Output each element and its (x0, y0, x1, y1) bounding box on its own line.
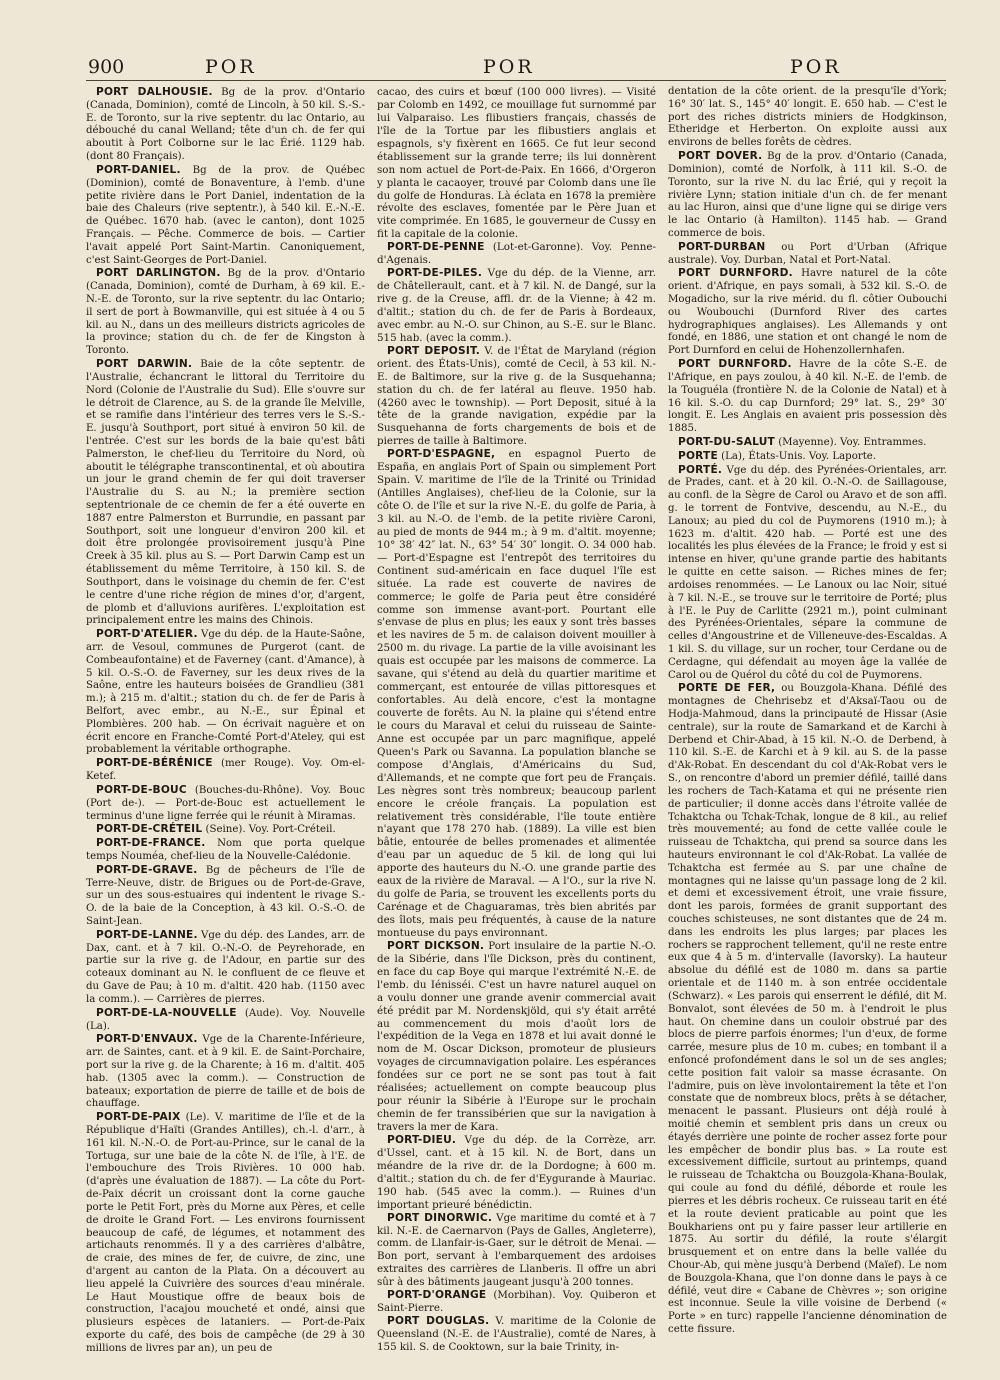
dictionary-entry (668, 464, 947, 683)
entry-headword: PORT-DE-LANNE. (96, 928, 198, 941)
entry-headword: PORT-DE-FRANCE. (96, 837, 206, 850)
dictionary-entry (668, 241, 947, 268)
dictionary-entry (668, 267, 947, 358)
entry-headword: PORT-DE-LA-NOUVELLE (96, 1006, 237, 1019)
dictionary-entry (86, 1007, 365, 1034)
entry-headword: PORT-DIEU. (387, 1133, 457, 1146)
dictionary-entry (377, 267, 656, 345)
dictionary-entry (377, 940, 656, 1134)
dictionary-entry (377, 448, 656, 940)
dictionary-entry (86, 86, 365, 164)
entry-headword: PORT-DE-PILES. (387, 267, 483, 280)
entry-headword: PORT-DE-BOUC (96, 783, 187, 796)
dictionary-entry (86, 1033, 365, 1111)
running-head-left: POR (205, 56, 257, 78)
entry-text: (Le). V. maritime de l'île et de la République d'Haïti (Grandes Antilles), ch.-l. d'arr., à 161 kil. N.-N.-O. de Port-au-Prince, sur le canal de la Tortuga, sur une baie de la côte N. de l'île, à l'E. de l'embouchure des Trois Rivières. 10 000 hab. (d'après une évaluation de 1887). — La côte du Port-de-Paix décrit un croissant dont la corne gauche porte le Petit Fort, près du Morne aux Pères, et celle de droite le Grand Fort. — Les environs fournissent beaucoup de café, de légumes, et notamment des artichauts renommés. Il y a des carrières d'albâtre, de craie, des mines de fer, de cuivre, de zinc, une d'argent au canton de la Plata. On a découvert au lieu appelé la Cuivrière des sources d'eau minérale. Le Haut Moustique offre de beaux bois de construction, l'acajou moucheté et ondé, ainsi que plusieurs espèces de lataniers. — Port-de-Paix exporte du café, des bois de campêche (de 29 à 30 millions de livres par an), un peu de (86, 1112, 365, 1354)
dictionary-entry (377, 1315, 656, 1354)
entry-text: Baie de la côte septentr. de l'Australie, échancrant le littoral du Territoire du Nord (Colonie de l'Australie du Sud). Elle s'ouvre sur le détroit de Clarence, au S. de la grande île Melville, et se ramifie dans l'intérieur des terres vers le S.-S.-E. jusqu'à Southport, port situé à environ 50 kil. de l'entrée. C'est sur les bords de la baie qu'est bâti Palmerston, le chef-lieu du Territoire du Nord, où aboutit le télégraphe transcontinental, et où aboutira un jour le grand chemin de fer qui doit traverser l'Australie du S. au N.; la première section septentrionale de ce chemin de fer a été ouverte en 1887 entre Palmerston et Burrundie, en passant par Southport, soit une longueur d'environ 200 kil. et doit être prolongée provisoirement jusqu'à Pine Creek à 35 kil. plus au S. — Port Darwin Camp est un établissement du même Territoire, à 150 kil. S. de Southport, dans le voisinage du chemin de fer. C'est le centre d'une riche région de mines d'or, d'argent, de plomb et d'alluvions aurifères. L'exploitation est principalement entre les mains des Chinois. (86, 359, 365, 627)
dictionary-entry (377, 1134, 656, 1212)
entry-text: Vge du dép. des Pyrénées-Orientales, arr. de Prades, cant. et à 20 kil. O.-N.-O. de Saillagouse, au confl. de la Sègre de Carol ou Aravo et de son affl. g. le torrent de Fontvive, descendu, au N.-E., du Lanoux; au pied du col de Puymorens (1910 m.); à 1623 m. d'altit. 420 hab. — Porté est une des localités les plus élevées de la France; le froid y est si intense en hiver, qu'une grande partie des habitants le quitte en cette saison. — Riches mines de fer; ardoises renommées. — Le Lanoux ou lac Noir, situé à 7 kil. N.-E., se trouve sur le territoire de Porté; plus à l'E. le Puy de Carlitte (2921 m.), point culminant des Pyrénées-Orientales, sépare la commune de celles d'Angoustrine et de Villeneuve-des-Escaldas. A 1 kil. S. du village, sur un rocher, tour Cerdane ou de Cerdagne, qui défendait au moyen âge la vallée de Carol ou de Quérol du côté du col de Puymorens. (668, 464, 947, 681)
dictionary-entry (668, 358, 947, 436)
entry-text: Bg de la prov. d'Ontario (Canada, Dominion), comté de Durham, à 69 kil. E.-N.-E. de Toronto, sur la rive septentr. du lac Ontario; il sert de port à Bowmanville, qui est située à 4 ou 5 kil. au N., dans un des meilleurs districts agricoles de la province; station du ch. de fer de Kingston à Toronto. (86, 268, 365, 357)
entry-headword: PORT DURNFORD. (678, 267, 793, 280)
entry-headword: PORT-DU-SALUT (678, 435, 775, 448)
dictionary-entry (668, 450, 947, 464)
entry-text: ou Port d'Urban (Afrique australe). Voy. Durban, Natal et Port-Natal. (668, 241, 947, 266)
entry-text: Port insulaire de la partie N.-O. de la Sibérie, dans l'île Dickson, près du continent, en face du cap Boye qui marque l'extrémité N.-E. de l'emb. du Iénisséi. C'est un havre naturel auquel on a voulu donner une grande avenir commercial avait été prédit par M. Nordenskjöld, qui s'y était arrêté au commencement du mois d'août lors de l'expédition de la Vega en 1878 et lui avait donné le nom de M. Oscar Dickson, promoteur de plusieurs voyages de circumnavigation polaire. Les espérances fondées sur ce port ne se sont pas tout à fait réalisées; actuellement on compte beaucoup plus pour réunir la Sibérie à l'Europe sur le prochain chemin de fer transsibérien que sur la navigation à travers la mer de Kara. (377, 939, 656, 1133)
entry-text: (Seine). Voy. Port-Créteil. (202, 824, 336, 836)
entry-text: dentation de la côte orient. de la presqu'île d'York; 16° 30′ lat. S., 145° 40′ longit. E. 650 hab. — C'est le port des riches districts miniers de Hodgkinson, Etheridge et Herberton. On exploite aussi aux environs de belles forêts de cèdres. (668, 86, 947, 149)
dictionary-entry (668, 682, 947, 1336)
entry-headword: PORT-DE-PENNE (387, 241, 485, 254)
entry-text: Bg de la prov. d'Ontario (Canada, Dominion), comté de Lincoln, à 50 kil. S.-S.-E. de Toronto, sur la rive septentr. du lac Ontario, au débouché du canal Welland; tête d'un ch. de fer qui aboutit à Port Colborne sur le lac Érié. 1129 hab. (dont 80 Français). (86, 87, 365, 163)
entry-headword: PORT DEPOSIT. (387, 344, 481, 357)
dictionary-entry (86, 164, 365, 268)
entry-headword: PORT-D'ENVAUX. (96, 1033, 198, 1046)
entry-headword: PORT DALHOUSIE. (96, 86, 213, 98)
entry-headword: PORTÉ. (678, 463, 723, 476)
entry-headword: PORT-DE-GRAVE. (96, 863, 198, 876)
page-number: 900 (88, 56, 125, 78)
entry-text: Havre naturel de la côte orient. d'Afrique, en pays somali, à 532 kil. S.-O. de Mogadicho, sur la rive mérid. du fl. côtier Oubouchi ou Woubouchi (Durnford River des cartes hydrographiques anglaises). Les Allemands y ont fondé, en 1886, une station et ont changé le nom de Port Durnford en celui de Hohenzollernhafen. (668, 268, 947, 357)
entry-text: Vge maritime du comté et à 7 kil. N.-E. de Caernarvon (Pays de Galles, Angleterre), comm. de Llanfair-is-Gaer, sur le détroit de Menai. — Bon port, servant à l'embarquement des ardoises extraites des carrières de Llanberis. Il offre un abri sûr à des bâtiments jaugeant jusqu'à 200 tonnes. (377, 1211, 656, 1289)
dictionary-entry (86, 864, 365, 929)
dictionary-entry (86, 757, 365, 784)
entry-text: (Bouches-du-Rhône). Voy. Bouc (Port de-). — Port-de-Bouc est actuellement le terminus d'une ligne ferrée qui le réunit à Miramas. (86, 784, 365, 822)
entry-text: Nom que porta quelque temps Nouméa, chef-lieu de la Nouvelle-Calédonie. (86, 838, 365, 862)
dictionary-entry (377, 241, 656, 267)
entry-headword: PORT DOVER. (678, 150, 763, 163)
entry-text: en espagnol Puerto de España, en anglais Port of Spain ou simplement Port Spain. V. maritime de l'île de la Trinité ou Trinidad (Antilles Anglaises), chef-lieu de la Colonie, sur la côte O. de l'île et sur la rive N.-E. du golfe de Paria, à 3 kil. au N.-O. de l'emb. de la petite rivière Caroni, au pied de monts de 944 m.; à 9 m. d'altit. moyenne; 10° 38′ 42″ lat. N., 63° 54′ 30″ longit. O. 34 000 hab. — Port-d'Espagne est l'entrepôt des territoires du Continent sud-américain en face duquel l'île est située. La rade est couverte de navires de commerce; le golfe de Paria peut être considéré comme son immense avant-port. Pourtant elle s'envase de plus en plus; les eaux y sont très basses et les navires de 5 m. de calaison doivent mouiller à 2500 m. du rivage. La partie de la ville avoisinant les quais est occupée par les maisons de commerce. La savane, qui s'étend au delà du quartier maritime et commerçant, est entourée de villas pittoresques et confortables. Au delà encore, c'est la montagne couverte de forêts. Au N. la plaine qui s'étend entre le cours du Maraval et celui du ruisseau de Sainte-Anne est occupée par un parc magnifique, appelé Queen's Park ou Savanna. La population blanche se compose d'Anglais, d'Américains du Sud, d'Allemands, et ne compte que fort peu de Français. Les nègres sont très nombreux; beaucoup parlent encore le créole français. La population est relativement très considérable, l'île toute entière n'ayant que 178 270 hab. (1889). La ville est bien bâtie, entourée de belles promenades et alimentée d'eau par un aqueduc de 5 kil. de long qui lui apporte des hauteurs du N.-O. une grande partie des eaux de la rivière de Maraval. — A l'O., sur la rive N. du golfe de Paria, se trouvent les excellents ports du Carénage et de Chaguaramas, très bien abrités par des îlots, mais peu fréquentés, à cause de la nature montueuse du pays environnant. (377, 448, 656, 939)
entry-text: Vge de la Charente-Inférieure, arr. de Saintes, cant. et à 9 kil. E. de Saint-Porchaire, port sur la rive g. de la Charente; à 16 m. d'altit. 405 hab. (1305 avec la comm.). — Construction de bateaux; exportation de pierre de taille et de bois de chauffage. (86, 1034, 365, 1110)
column-3 (668, 86, 947, 1361)
header-rule (86, 80, 946, 81)
entry-headword: PORT-D'ESPAGNE, (387, 448, 496, 461)
entry-text: Vge du dép. de la Vienne, arr. de Châtellerault, cant. et à 7 kil. N. de Dangé, sur la rive g. de la Creuse, affl. dr. de la Vienne; à 42 m. d'altit.; station du ch. de fer de Paris à Bordeaux, avec embr. au N.-O. sur Chinon, au S.-E. sur le Blanc. 515 hab. (avec la comm.). (377, 267, 656, 344)
entry-text: Vge du dép. de la Haute-Saône, arr. de Vesoul, communes de Purgerot (cant. de Combeaufontaine) et de Faverney (cant. d'Amance), à 5 kil. O.-S.-O. de Faverney, sur les deux rives de la Saône, entre les hauteurs boisées de Grandlieu (381 m.); à 215 m. d'altit.; station du ch. de fer de Paris à Belfort, avec embr., au N.-E., sur Épinal et Plombières. 200 hab. — On écrivait naguère et on écrit encore en Franche-Comté Port-d'Ateley, qui est probablement la véritable orthographe. (86, 629, 365, 756)
dictionary-entry (377, 1212, 656, 1290)
page-header (0, 0, 1000, 80)
text-columns (86, 86, 948, 1361)
entry-text: V. de l'État de Maryland (région orient. des États-Unis), comté de Cecil, à 53 kil. N.-E. de Baltimore, sur la rive g. de la Susquehanna; station du ch. de fer latéral au fleuve. 1950 hab. (4260 avec le township). — Port Deposit, situé à la tête de la grande navigation, expédie par la Susquehanna de forts chargements de bois et de pierres de taille à Baltimore. (377, 344, 656, 448)
entry-text: Bg de pêcheurs de l'île de Terre-Neuve, distr. de Brigues ou de Port-de-Grave, sur un des sous-estuaires qui indentent le rivage S.-O. de la baie de la Conception, à 43 kil. O.-S.-O. de Saint-Jean. (86, 864, 365, 927)
dictionary-entry (86, 929, 365, 1007)
entry-headword: PORT-DE-PAIX (96, 1111, 181, 1124)
dictionary-entry (668, 436, 947, 450)
entry-headword: PORTE (678, 449, 718, 462)
entry-text: Vge du dép. de la Corrèze, arr. d'Ussel, cant. et à 15 kil. N. de Bort, dans un méandre de la rive dr. de la Dordogne; à 600 m. d'altit.; station du ch. de fer d'Eygurande à Mauriac. 190 hab. (545 avec la comm.). — Ruines d'un important prieuré bénédictin. (377, 1133, 656, 1211)
dictionary-entry (86, 358, 365, 628)
entry-text: (Morbihan). Voy. Quiberon et Saint-Pierre. (377, 1289, 656, 1315)
entry-text: (La), États-Unis. Voy. Laporte. (717, 450, 877, 462)
dictionary-entry (86, 267, 365, 358)
entry-headword: PORT DOUGLAS. (387, 1315, 490, 1328)
running-head-right: POR (790, 56, 842, 78)
running-head-center: POR (483, 56, 535, 78)
entry-headword: PORT-DE-CRÉTEIL (96, 823, 203, 836)
dictionary-entry (86, 784, 365, 823)
entry-text: Bg de la prov. de Québec (Dominion), comté de Bonaventure, à l'emb. d'une petite rivière dans le Port Daniel, indentation de la baie des Chaleurs (rive septentr.), à 540 kil. E.-N.-E. de Québec. 1670 hab. (avec le canton), dont 1025 Français. — Pêche. Commerce de bois. — Cartier l'avait appelé Port Saint-Martin. Canoniquement, c'est Saint-Georges de Port-Daniel. (86, 164, 365, 266)
entry-text: (Mayenne). Voy. Entrammes. (774, 436, 927, 448)
column-1 (86, 86, 365, 1361)
dictionary-entry (377, 86, 656, 241)
dictionary-entry (377, 1289, 656, 1315)
entry-text: Vge du dép. des Landes, arr. de Dax, cant. et à 7 kil. O.-N.-O. de Peyrehorade, en partie sur la rive g. de l'Adour, en partie sur des coteaux dominant au N. le confluent de ce fleuve et du Gave de Pau; à 10 m. d'altit. 420 hab. (1150 avec la comm.). — Carrières de pierres. (86, 929, 365, 1005)
entry-headword: PORT DARWIN. (96, 358, 193, 371)
entry-headword: PORT-DANIEL. (96, 163, 181, 176)
entry-text: (Lot-et-Garonne). Voy. Penne-d'Agenais. (377, 241, 656, 267)
entry-text: (mer Rouge). Voy. Om-el-Ketef. (86, 758, 365, 783)
entry-headword: PORT-D'ATELIER. (96, 628, 198, 641)
entry-headword: PORT-DURBAN (678, 240, 766, 253)
entry-headword: PORT DURNFORD. (678, 358, 792, 371)
dictionary-entry (668, 86, 947, 150)
entry-headword: PORT DARLINGTON. (96, 267, 221, 280)
entry-headword: PORTE DE FER, (678, 682, 776, 695)
entry-text: Bg de la prov. d'Ontario (Canada, Dominion), comté de Norfolk, à 111 kil. S.-O. de Toronto, sur la rive N. du lac Érié, qui y reçoit la rivière Lynn; station initiale d'un ch. de fer menant au lac Huron, ainsi que d'une ligne qui se dirige vers le lac Ontario (à Hamilton). 1145 hab. — Grand commerce de bois. (668, 151, 947, 239)
entry-text: V. maritime de la Colonie de Queensland (N.-E. de l'Australie), comté de Nares, à 155 kil. S. de Cooktown, sur la baie Trinity, in- (377, 1315, 656, 1353)
entry-text: ou Bouzgola-Khana. Défilé des montagnes de Chehrisebz et d'Aksaï-Taou ou de Hodja-Mahmoud, dans la principauté de Hissar (Asie centrale), sur la route de Samarkand et de Karchi à Derbend et Chir-Abad, à 15 kil. N.-O. de Derbend, à 110 kil. S.-E. de Karchi et à 9 kil. au S. de la passe d'Ak-Robat. En descendant du col d'Ak-Robat vers le S., on rencontre d'abord un premier défilé, taillé dans les rochers de Tach-Katama et qui ne présente rien de particulier; il donne accès dans l'étroite vallée de Tchaktcha ou Tchak-Tchak, longue de 8 kil., au relief très mouvementé; au fond de cette vallée coule le ruisseau de Tchaktcha, qui prend sa source dans les hauteurs environnant le col d'Ak-Robat. La vallée de Tchaktcha est fermée au S. par une chaîne de montagnes qui ne laisse qu'un passage long de 2 kil. et demi et excessivement étroit, une vraie fissure, dont les parois, formées de granit supportant des couches schisteuses, ne sont distantes que de 24 m. dans les endroits les plus larges; par places les rochers se rapprochent tellement, qu'il ne reste entre eux que 4 à 5 m. d'intervalle (Iavorsky). La hauteur absolue du défilé est de 1080 m. dans sa partie orientale et de 1140 m. à son entrée occidentale (Schwarz). « Les parois qui enserrent le défilé, dit M. Bonvalot, sont élevées de 50 m. à l'endroit le plus haut. On chemine dans un couloir obstrué par des blocs de pierre parfois énormes; l'un d'eux, de forme carrée, mesure plus de 10 m. cubes; en tombant il a enfoncé profondément dans le sol un de ses angles; cette position fait valoir sa masse écrasante. On l'admire, puis on lève involontairement la tête et l'on constate que de nombreux blocs, prêts à se détacher, menacent le passant. Plusieurs ont déjà roulé à moitié chemin et semblent pris dans un creux ou étayés derrière une pointe de rocher assez forte pour les empêcher de bondir plus bas. » La route est excessivement difficile, surtout au printemps, quand le ruisseau de Tchaktcha ou Bouzgola-Khana-Boulak, qui coule au fond du défilé, déborde et roule les pierres et les débris rocheux. Ce ruisseau tarit en été et la route devient praticable au point que les Boukhariens ont pu y faire passer leur artillerie en 1875. Au sortir du défilé, la route s'élargit brusquement et on entre dans la belle vallée du Chour-Ab, qui mène jusqu'à Derbend (Maïef). Le nom de Bouzgola-Khana, que l'on donne dans le pays à ce défilé, veut dire « Cabane de Chèvres »; son origine est inconnue. Seule la ville voisine de Derbend (« Porte » en turc) rappelle l'ancienne dénomination de cette fissure. (668, 683, 947, 1335)
dictionary-entry (86, 628, 365, 757)
entry-headword: PORT DINORWIC. (387, 1211, 493, 1224)
entry-headword: PORT-DE-BÉRÉNICE (96, 757, 213, 770)
entry-text: (Aude). Voy. Nouvelle (La). (86, 1007, 365, 1032)
entry-text: Havre de la côte S.-E. de l'Afrique, en pays zoulou, à 40 kil. N.-E. de l'emb. de la Touguéla (frontière N. de la Colonie de Natal) et à 16 kil. S.-O. du cap Durnford; 29° lat. S., 29° 30′ longit. E. Les Anglais en avaient pris possession dès 1885. (668, 359, 947, 435)
dictionary-entry (86, 823, 365, 837)
column-2 (377, 86, 656, 1361)
dictionary-entry (668, 150, 947, 241)
dictionary-entry (86, 837, 365, 864)
entry-text: cacao, des cuirs et bœuf (100 000 livres). — Visité par Colomb en 1492, ce mouillage fut surnommé par lui Valparaiso. Les flibustiers français, chassés de l'île de la Tortue par les flibustiers anglais et espagnols, s'y fixèrent en 1665. Ce fut leur second établissement sur la grande terre; ils lui donnèrent son nom actuel de Port-de-Paix. En 1666, d'Orgeron y planta le cacaoyer, trouvé par Colomb dans une île du golfe de Honduras. Là éclata en 1678 la première révolte des esclaves, fomentée par le Père Juan et vite comprimée. En 1685, le gouverneur de Cussy en fit la capitale de la colonie. (377, 86, 656, 241)
dictionary-entry (86, 1111, 365, 1355)
entry-headword: PORT-D'ORANGE (387, 1289, 487, 1302)
dictionary-entry (377, 345, 656, 449)
entry-headword: PORT DICKSON. (387, 939, 485, 952)
